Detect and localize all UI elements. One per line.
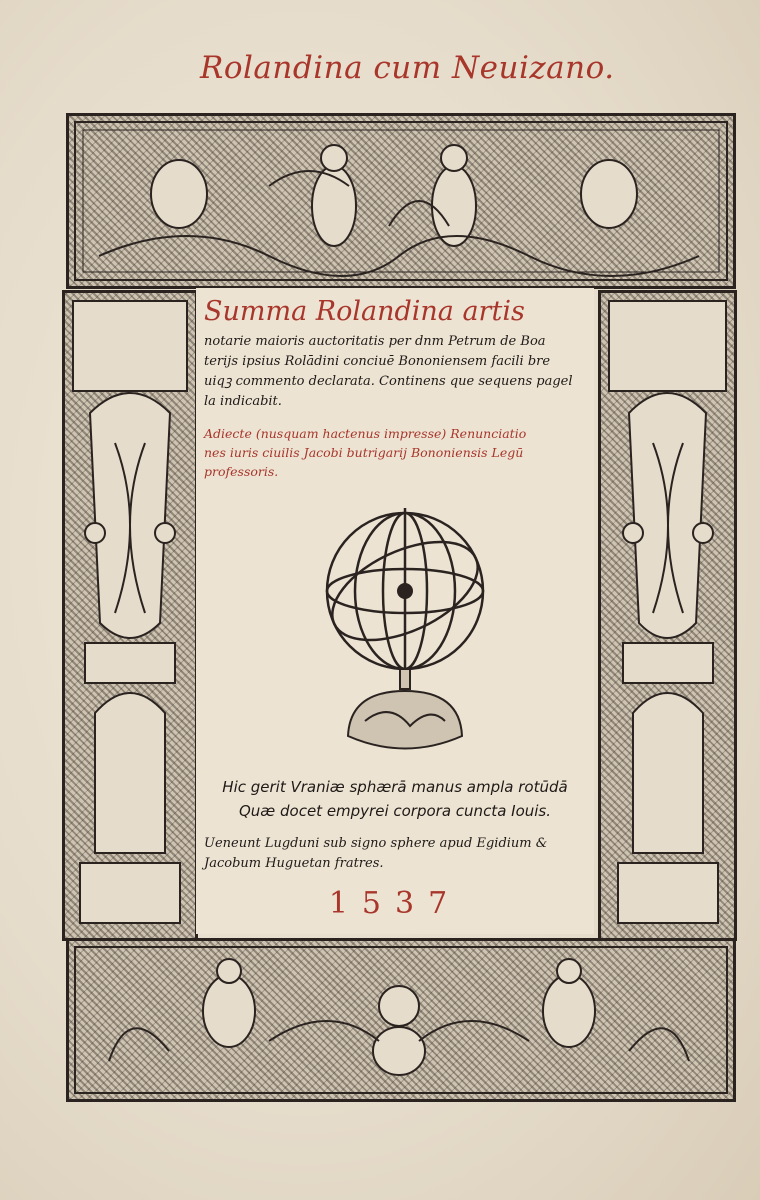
top-woodcut-border	[66, 113, 736, 289]
subtitle-line: la indicabit.	[204, 394, 282, 409]
imprint-line: Ueneunt Lugduni sub signo sphere apud Egidium &	[204, 836, 548, 851]
subtitle-line: terijs ipsius Rolādini conciuē Bononiensem facili bre	[204, 354, 551, 369]
imprint-block	[204, 834, 592, 874]
addition-line: Adiecte (nusquam hactenus impresse) Renunciatio	[204, 426, 527, 441]
running-title: Rolandina cum Neuizano.	[200, 50, 615, 86]
column-putti-illustration	[65, 293, 195, 938]
publication-year: 1537	[328, 886, 462, 921]
title-text-panel	[196, 288, 594, 934]
addition-line: nes iuris ciuilis Jacobi butrigarij Bononiensis Legū	[204, 445, 524, 460]
subtitle-block	[204, 332, 592, 412]
addition-note	[204, 424, 592, 481]
bottom-woodcut-border	[66, 938, 736, 1102]
sirens-frieze-illustration	[69, 941, 733, 1099]
imprint-line: Jacobum Huguetan fratres.	[204, 856, 384, 871]
putti-frieze-illustration	[69, 116, 733, 286]
left-ornamental-column	[62, 290, 198, 941]
main-title: Summa Rolandina artis	[204, 296, 525, 327]
subtitle-line: uiqꝫ commento declarata. Continens que sequens pagel	[204, 374, 573, 389]
right-ornamental-column	[598, 290, 737, 941]
armillary-sphere-icon	[320, 506, 490, 770]
column-putti-illustration	[601, 293, 734, 938]
subtitle-line: notarie maioris auctoritatis per dnm Petrum de Boa	[204, 334, 546, 349]
addition-line: professoris.	[204, 464, 279, 479]
verse-block	[196, 775, 594, 823]
verse-line: Quæ docet empyrei corpora cuncta Iouis.	[238, 802, 552, 820]
verse-line: Hic gerit Vraniæ sphærā manus ampla rotūdā	[222, 778, 568, 796]
